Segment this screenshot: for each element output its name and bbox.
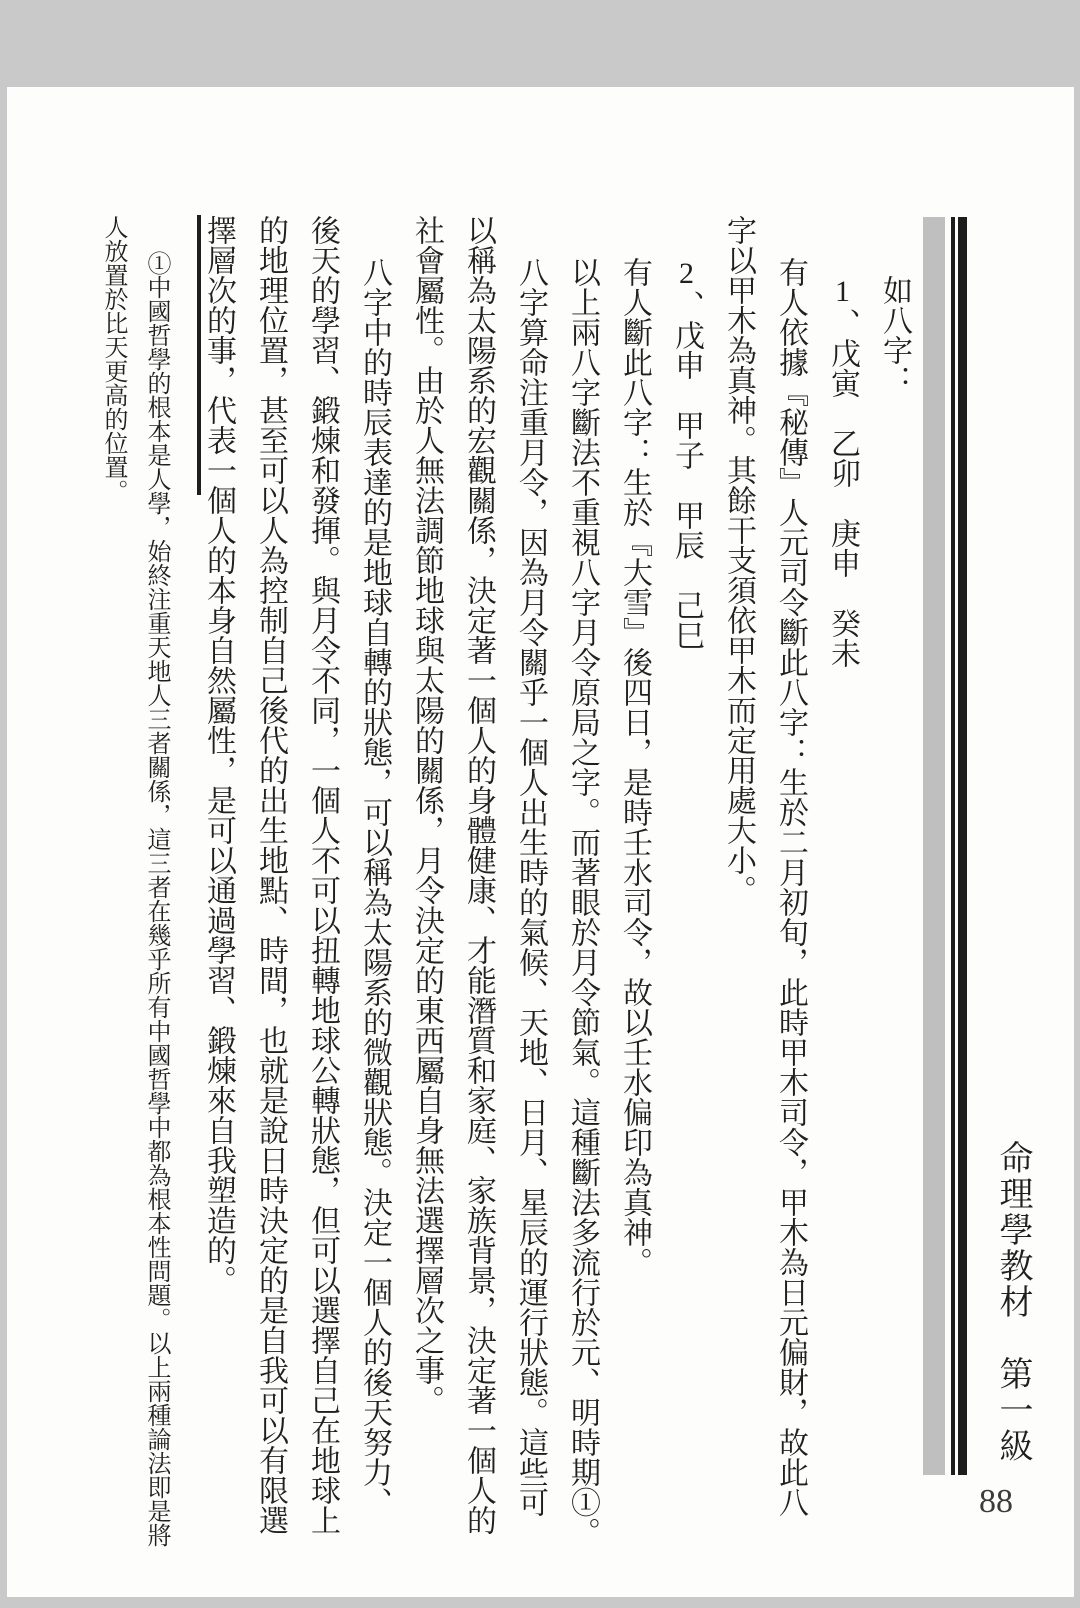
- text-column-example-2: 2、戊申 甲子 甲辰 己巳: [670, 257, 703, 650]
- text-column: 以上兩八字斷法不重視八字月令原局之字。而著眼於月令節氣。這種斷法多流行於元、明時期①。: [566, 257, 599, 1547]
- text-column: 八字中的時辰表達的是地球自轉的狀態，可以稱為太陽系的微觀狀態。決定一個人的後天努力、: [358, 257, 391, 1517]
- main-text-block: [192, 215, 920, 1580]
- text-column-example-1: 1、戊寅 乙卯 庚申 癸未: [826, 275, 859, 668]
- text-column: 八字算命注重月令，因為月令關乎一個人出生時的氣候、天地、日月、星辰的運行狀態。這些可: [514, 257, 547, 1517]
- text-column-heading: 如八字：: [878, 275, 911, 395]
- margin-thin-rule: [951, 217, 955, 1475]
- text-column: 社會屬性。由於人無法調節地球與太陽的關係，月令決定的東西屬自身無法選擇層次之事。: [410, 215, 443, 1415]
- text-column: 的地理位置，甚至可以人為控制自己後代的出生地點、時間，也就是說日時決定的是自我可以有限選: [254, 215, 287, 1535]
- text-column: 以稱為太陽系的宏觀關係，決定著一個人的身體健康、才能潛質和家庭、家族背景，決定著一個人的: [462, 215, 495, 1535]
- footnote-column: 人放置於比天更高的位置。: [100, 215, 126, 503]
- margin-thick-rule: [958, 217, 967, 1475]
- book-page: [7, 87, 1074, 1597]
- footnote-block: [91, 215, 177, 1555]
- text-column: 有人斷此八字：生於『大雪』後四日，是時壬水司令，故以壬水偏印為真神。: [618, 257, 651, 1277]
- text-column: 有人依據『秘傳』人元司令斷此八字：生於二月初旬，此時甲木司令，甲木為日元偏財，故此八: [774, 257, 807, 1517]
- text-column: 字以甲木為真神。其餘干支須依甲木而定用處大小。: [722, 215, 755, 905]
- footnote-separator-rule: [197, 215, 201, 495]
- page-number: 88: [979, 1483, 1013, 1520]
- running-title: 命理學教材 第一級: [994, 1140, 1031, 1464]
- footnote-column: ①中國哲學的根本是人學，始終注重天地人三者關係，這三者在幾乎所有中國哲學中都為根本性問題。以上兩種論法即是將: [143, 251, 169, 1547]
- margin-gray-bar: [923, 217, 945, 1475]
- text-column: 擇層次的事，代表一個人的本身自然屬性，是可以通過學習、鍛煉來自我塑造的。: [202, 215, 235, 1295]
- text-column: 後天的學習、鍛煉和發揮。與月令不同，一個人不可以扭轉地球公轉狀態，但可以選擇自己在地球上: [306, 215, 339, 1535]
